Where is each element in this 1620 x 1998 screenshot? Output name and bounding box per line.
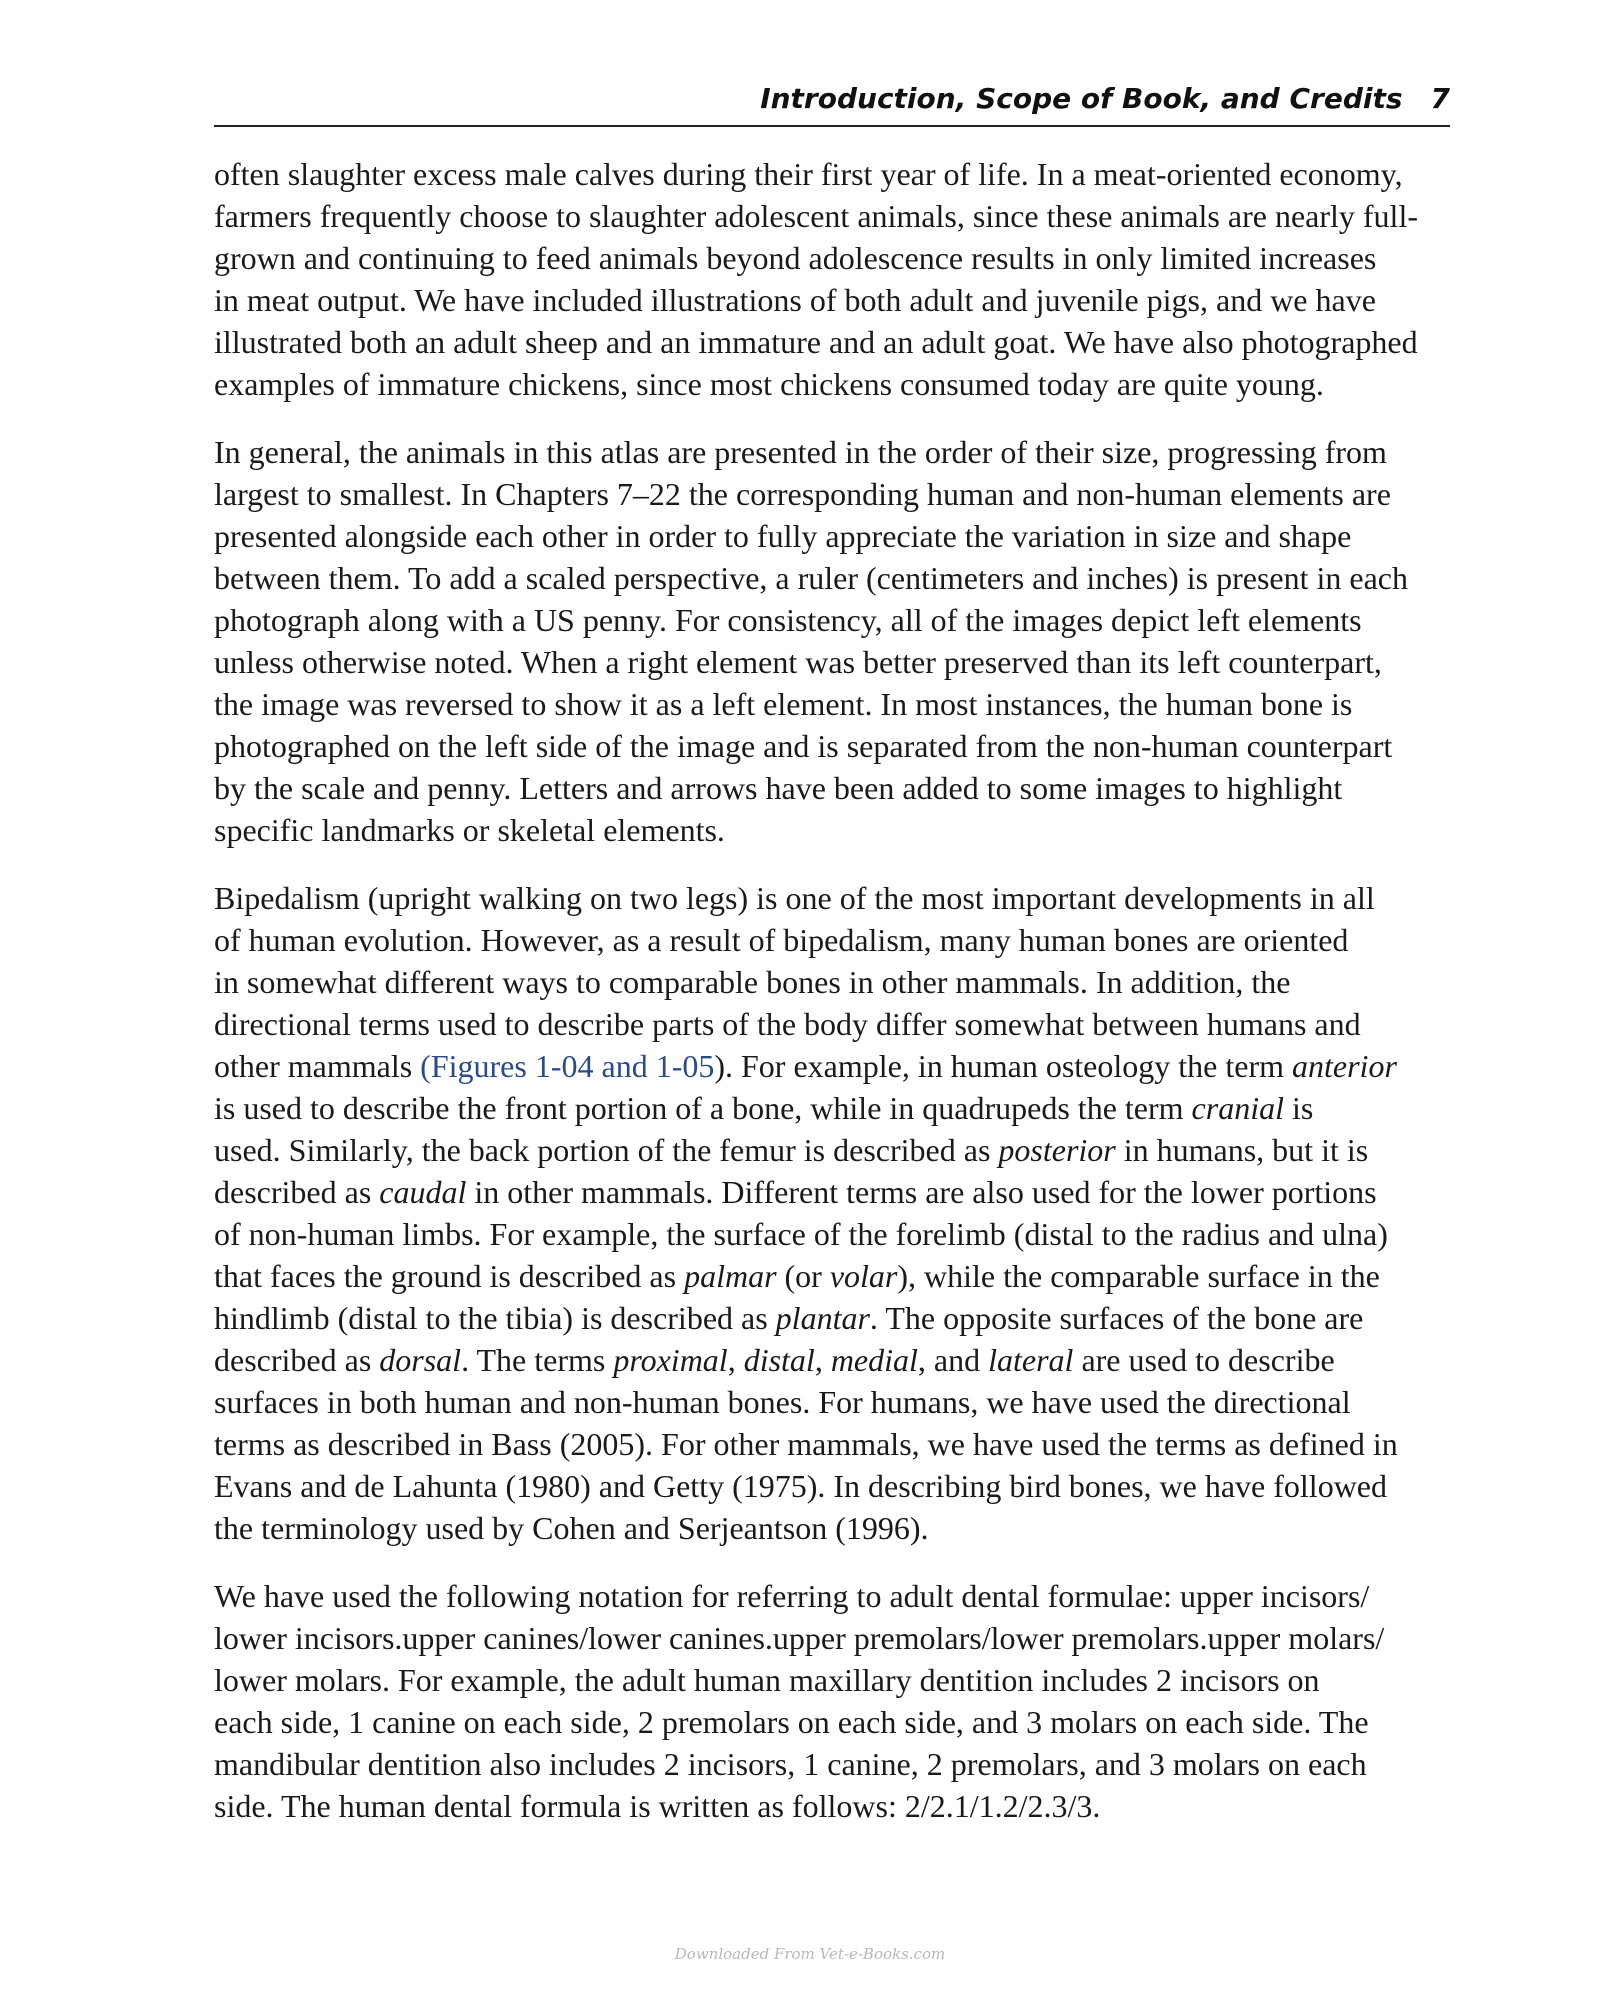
text-line <box>214 1087 1450 1129</box>
paragraph-4 <box>214 1575 1450 1827</box>
header-rule <box>214 125 1450 127</box>
body-text <box>214 153 1450 1853</box>
text-line <box>214 1171 1450 1213</box>
text-line: illustrated both an adult sheep and an immature and an adult goat. We have also photographed <box>214 324 1418 360</box>
text-line: In general, the animals in this atlas are presented in the order of their size, progressing from <box>214 434 1387 470</box>
term-italic: volar <box>829 1258 898 1294</box>
text-line <box>214 1297 1450 1339</box>
text-line: in somewhat different ways to comparable bones in other mammals. In addition, the <box>214 964 1291 1000</box>
term-italic: plantar <box>775 1300 870 1336</box>
text-line: unless otherwise noted. When a right element was better preserved than its left counterpart, <box>214 644 1382 680</box>
text-line: side. The human dental formula is written as follows: 2/2.1/1.2/2.3/3. <box>214 1788 1101 1824</box>
text-line: the terminology used by Cohen and Serjeantson (1996). <box>214 1510 929 1546</box>
text-run: other mammals <box>214 1048 421 1084</box>
figure-reference-link[interactable]: (Figures 1-04 and 1-05 <box>420 1048 715 1084</box>
text-run: described as <box>214 1174 380 1210</box>
text-line: often slaughter excess male calves during their first year of life. In a meat-oriented economy, <box>214 156 1403 192</box>
text-run: , and <box>917 1342 989 1378</box>
text-line: lower incisors.upper canines/lower canines.upper premolars/lower premolars.upper molars/ <box>214 1620 1385 1656</box>
text-line: of human evolution. However, as a result of bipedalism, many human bones are oriented <box>214 922 1349 958</box>
page-number: 7 <box>1430 82 1450 115</box>
text-run: hindlimb (distal to the tibia) is described as <box>214 1300 776 1336</box>
text-run: , <box>814 1342 831 1378</box>
text-line: Bipedalism (upright walking on two legs) is one of the most important developments in all <box>214 880 1375 916</box>
running-title: Introduction, Scope of Book, and Credits <box>760 82 1403 115</box>
text-line: largest to smallest. In Chapters 7–22 the corresponding human and non-human elements are <box>214 476 1391 512</box>
text-run: in other mammals. Different terms are also used for the lower portions <box>466 1174 1377 1210</box>
text-run: that faces the ground is described as <box>214 1258 685 1294</box>
text-run: . The opposite surfaces of the bone are <box>869 1300 1364 1336</box>
text-line: in meat output. We have included illustrations of both adult and juvenile pigs, and we have <box>214 282 1376 318</box>
text-run: used. Similarly, the back portion of the femur is described as <box>214 1132 999 1168</box>
paragraph-1 <box>214 153 1450 405</box>
text-line: surfaces in both human and non-human bones. For humans, we have used the directional <box>214 1384 1351 1420</box>
term-italic: medial <box>830 1342 918 1378</box>
text-run: (or <box>776 1258 830 1294</box>
text-line: by the scale and penny. Letters and arrows have been added to some images to highlight <box>214 770 1343 806</box>
text-line: We have used the following notation for referring to adult dental formulae: upper incisors/ <box>214 1578 1370 1614</box>
text-line <box>214 1255 1450 1297</box>
term-italic: caudal <box>379 1174 467 1210</box>
text-line: each side, 1 canine on each side, 2 premolars on each side, and 3 molars on each side. The <box>214 1704 1369 1740</box>
text-run: . The terms <box>461 1342 614 1378</box>
text-line: between them. To add a scaled perspective, a ruler (centimeters and inches) is present in each <box>214 560 1408 596</box>
term-italic: distal <box>743 1342 815 1378</box>
text-run: are used to describe <box>1073 1342 1335 1378</box>
text-line: photographed on the left side of the image and is separated from the non-human counterpart <box>214 728 1393 764</box>
text-line <box>214 1045 1450 1087</box>
text-line: examples of immature chickens, since most chickens consumed today are quite young. <box>214 366 1324 402</box>
term-italic: proximal <box>613 1342 728 1378</box>
text-line: farmers frequently choose to slaughter adolescent animals, since these animals are nearly full- <box>214 198 1418 234</box>
text-run: ), while the comparable surface in the <box>897 1258 1380 1294</box>
download-watermark: Downloaded From Vet-e-Books.com <box>674 1945 946 1963</box>
text-run: is <box>1283 1090 1314 1126</box>
paragraph-2 <box>214 431 1450 851</box>
term-italic: lateral <box>988 1342 1074 1378</box>
text-line: lower molars. For example, the adult human maxillary dentition includes 2 incisors on <box>214 1662 1320 1698</box>
text-line: of non-human limbs. For example, the surface of the forelimb (distal to the radius and ulna) <box>214 1216 1388 1252</box>
paragraph-3 <box>214 877 1450 1549</box>
term-italic: anterior <box>1292 1048 1397 1084</box>
text-line <box>214 1339 1450 1381</box>
text-run: is used to describe the front portion of a bone, while in quadrupeds the term <box>214 1090 1192 1126</box>
term-italic: palmar <box>684 1258 777 1294</box>
text-run: described as <box>214 1342 380 1378</box>
text-run: in humans, but it is <box>1115 1132 1369 1168</box>
text-line: photograph along with a US penny. For consistency, all of the images depict left elements <box>214 602 1362 638</box>
text-run: , <box>727 1342 744 1378</box>
term-italic: dorsal <box>379 1342 462 1378</box>
text-line: Evans and de Lahunta (1980) and Getty (1975). In describing bird bones, we have followed <box>214 1468 1387 1504</box>
text-line: the image was reversed to show it as a left element. In most instances, the human bone is <box>214 686 1353 722</box>
text-line: grown and continuing to feed animals beyond adolescence results in only limited increases <box>214 240 1377 276</box>
text-line: mandibular dentition also includes 2 incisors, 1 canine, 2 premolars, and 3 molars on each <box>214 1746 1367 1782</box>
term-italic: cranial <box>1191 1090 1284 1126</box>
term-italic: posterior <box>998 1132 1116 1168</box>
text-line: presented alongside each other in order to fully appreciate the variation in size and shape <box>214 518 1352 554</box>
text-line <box>214 1129 1450 1171</box>
running-header <box>214 74 1450 124</box>
text-line: directional terms used to describe parts of the body differ somewhat between humans and <box>214 1006 1361 1042</box>
text-line: terms as described in Bass (2005). For other mammals, we have used the terms as defined in <box>214 1426 1398 1462</box>
text-line: specific landmarks or skeletal elements. <box>214 812 725 848</box>
text-run: ). For example, in human osteology the term <box>714 1048 1292 1084</box>
